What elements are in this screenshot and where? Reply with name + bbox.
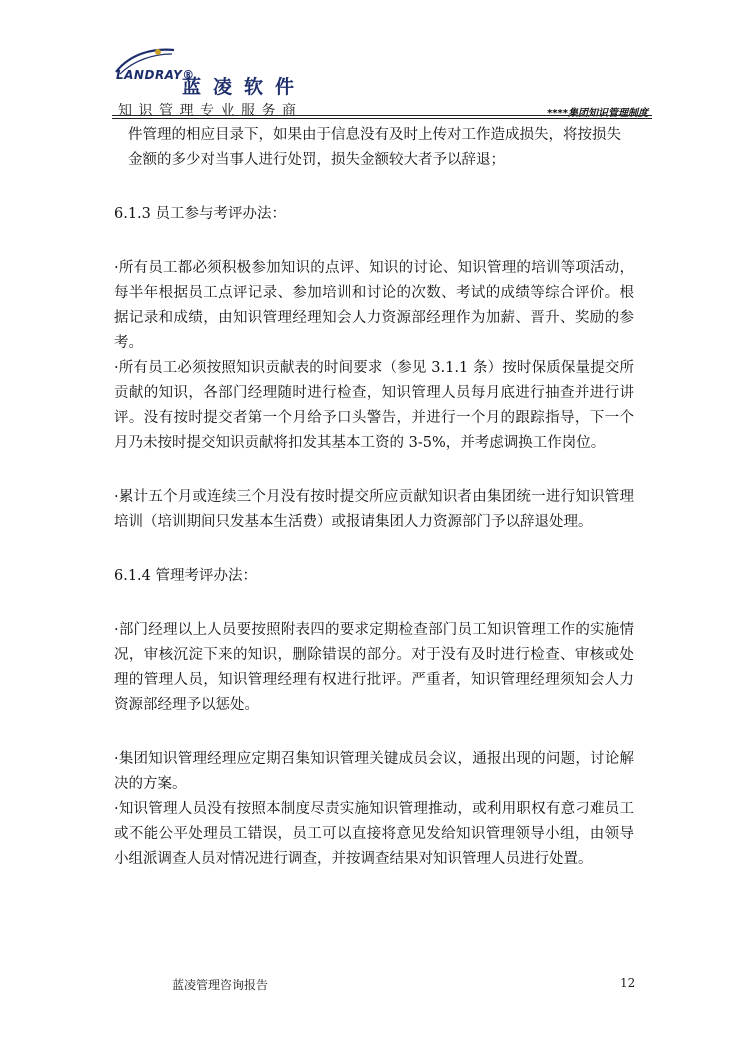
bullet-paragraph: ·所有员工必须按照知识贡献表的时间要求（参见 3.1.1 条）按时保质保量提交所贡献的知识，各部门经理随时进行检查，知识管理人员每月底进行抽查并进行讲评。没有按时提交者第一个月给予口头警告，并进行一个月的跟踪指导，下一个月乃未按时提交知识贡献将扣发其基本工资的 3-5%，并考虑调换工作岗位。 xyxy=(114,360,634,451)
page-number: 12 xyxy=(620,976,636,990)
document-title: ****集团知识管理制度 xyxy=(547,108,648,119)
page-content xyxy=(114,123,634,872)
bullet-paragraph: ·所有员工都必须积极参加知识的点评、知识的讨论、知识管理的培训等项活动，每半年根据员工点评记录、参加培训和讨论的次数、考试的成绩等综合评价。根据记录和成绩，由知识管理经理知会人力资源部经理作为加薪、晋升、奖励的参考。 xyxy=(114,260,634,351)
footer-report-name: 蓝凌管理咨询报告 xyxy=(172,978,269,992)
header-rule xyxy=(112,118,652,119)
bullet-paragraph: ·累计五个月或连续三个月没有按时提交所应贡献知识者由集团统一进行知识管理培训（培训期间只发基本生活费）或报请集团人力资源部门予以辞退处理。 xyxy=(114,489,634,530)
brand-english: LANDRAY® xyxy=(116,68,195,82)
bullet-paragraph: ·集团知识管理经理应定期召集知识管理关键成员会议，通报出现的问题，讨论解决的方案。 xyxy=(114,751,634,792)
brand-slogan: 知识管理专业服务商 xyxy=(118,103,303,119)
header-rule xyxy=(112,115,652,116)
section-heading: 6.1.4 管理考评办法： xyxy=(114,568,258,584)
section-heading: 6.1.3 员工参与考评办法： xyxy=(114,206,287,222)
continued-paragraph-line: 件管理的相应目录下，如果由于信息没有及时上传对工作造成损失，将按损失 xyxy=(128,127,621,143)
bullet-paragraph: ·部门经理以上人员要按照附表四的要求定期检查部门员工知识管理工作的实施情况，审核沉淀下来的知识，删除错误的部分。对于没有及时进行检查、审核或处理的管理人员，知识管理经理有权进行批评。严重者，知识管理经理须知会人力资源部经理予以惩处。 xyxy=(114,622,634,713)
page-header xyxy=(112,44,652,122)
bullet-paragraph: ·知识管理人员没有按照本制度尽责实施知识管理推动，或利用职权有意刁难员工或不能公平处理员工错误，员工可以直接将意见发给知识管理领导小组，由领导小组派调查人员对情况进行调查，并按调查结果对知识管理人员进行处置。 xyxy=(114,801,634,867)
continued-paragraph-line: 金额的多少对当事人进行处罚，损失金额较大者予以辞退； xyxy=(128,152,505,168)
brand-chinese: 蓝凌软件 xyxy=(182,76,307,98)
